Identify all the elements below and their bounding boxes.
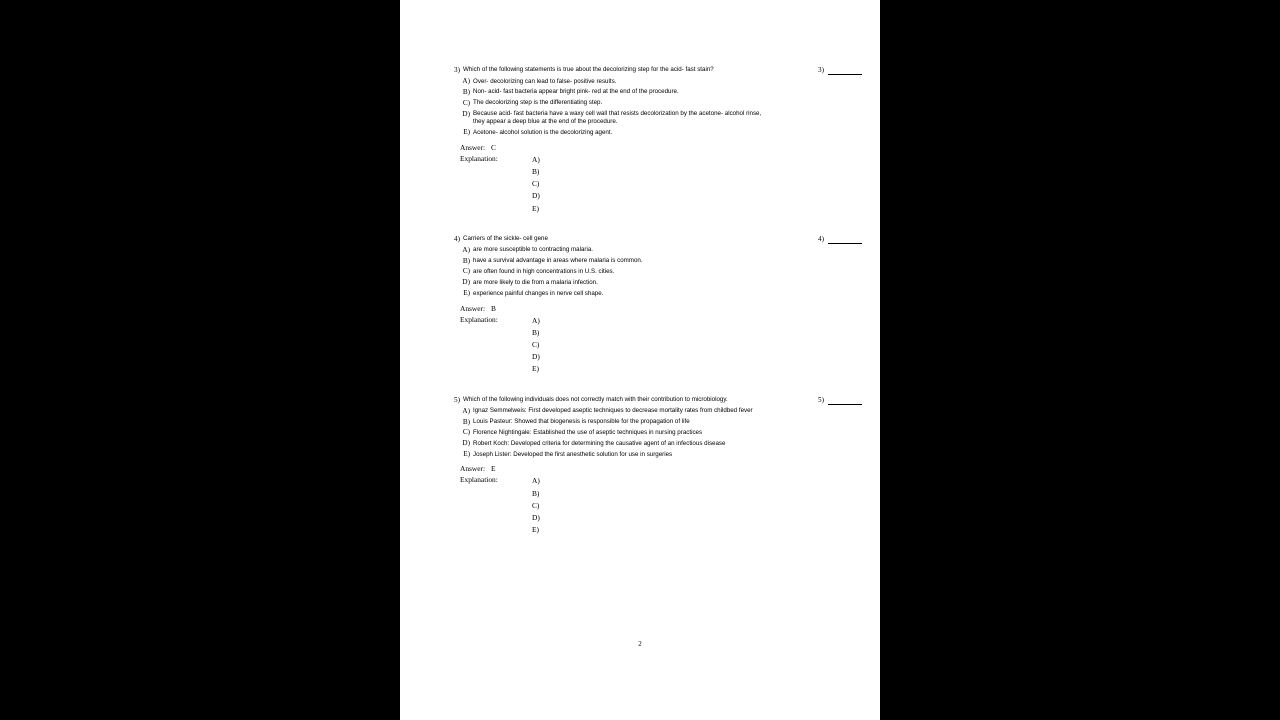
choice-text: are more likely to die from a malaria infection. <box>473 278 598 286</box>
list-item <box>442 77 880 86</box>
choice-letter: B) <box>462 87 470 96</box>
answer-value: E <box>491 464 496 474</box>
question-block <box>400 396 880 537</box>
choice-letter: A) <box>462 77 470 85</box>
explanation-list <box>532 475 540 536</box>
choice-letter: C) <box>462 428 470 437</box>
answer-blank-number: 3) <box>818 66 824 74</box>
explanation-item: E) <box>532 203 539 213</box>
choice-list <box>442 407 880 460</box>
list-item <box>442 439 880 448</box>
choice-text: are often found in high concentrations in U.S. cities. <box>473 267 615 275</box>
choice-list <box>442 77 880 138</box>
explanation-row <box>442 475 880 536</box>
answer-blank <box>818 396 862 405</box>
answer-row <box>442 464 880 473</box>
choice-letter: C) <box>462 98 470 107</box>
choice-text: The decolorizing step is the differentiating step. <box>473 99 603 107</box>
answer-blank-number: 5) <box>818 395 824 404</box>
choice-letter: D) <box>462 109 470 118</box>
choice-text: Ignaz Semmelweis: First developed aseptic techniques to decrease mortality rates from childbed fever <box>473 407 753 415</box>
choice-text: are more susceptible to contracting malaria. <box>473 246 594 254</box>
choice-letter: B) <box>462 417 470 426</box>
explanation-item: C) <box>532 339 540 349</box>
answer-blank-line <box>828 66 862 75</box>
explanation-row <box>442 154 880 215</box>
answer-blank <box>818 235 862 244</box>
answer-row <box>442 304 880 313</box>
question-number: 4) <box>454 234 460 243</box>
list-item <box>442 246 880 255</box>
document-page <box>400 0 880 720</box>
choice-text: Robert Koch: Developed criteria for determining the causative agent of an infectious disease <box>473 439 726 447</box>
explanation-label: Explanation: <box>460 475 498 485</box>
explanation-label: Explanation: <box>460 314 498 324</box>
answer-value: B <box>491 303 496 313</box>
choice-text: Over- decolorizing can lead to false- positive results. <box>473 77 617 85</box>
question-block <box>400 66 880 215</box>
choice-letter: E) <box>463 450 470 459</box>
answer-blank-line <box>828 396 862 405</box>
answer-blank <box>818 66 862 75</box>
block-spacer <box>400 376 880 396</box>
explanation-item: B) <box>532 166 540 176</box>
question-heading-row <box>442 235 880 244</box>
choice-text: Joseph Lister: Developed the first anesthetic solution for use in surgeries <box>473 450 673 458</box>
list-item <box>442 99 880 108</box>
choice-letter: B) <box>462 256 470 265</box>
explanation-row <box>442 315 880 376</box>
choice-text: Louis Pasteur: Showed that biogenesis is responsible for the propagation of life <box>473 418 690 425</box>
choice-letter: C) <box>462 267 470 276</box>
answer-row <box>442 143 880 152</box>
page-inner <box>400 0 880 720</box>
explanation-item: D) <box>532 191 540 201</box>
list-item <box>442 257 880 266</box>
choice-text: Florence Nightingale: Established the use of aseptic techniques in nursing practices <box>473 428 703 436</box>
list-item <box>442 110 880 127</box>
list-item <box>442 128 880 137</box>
list-item <box>442 407 880 416</box>
list-item <box>442 450 880 459</box>
choice-letter: A) <box>462 406 470 415</box>
choice-text: have a survival advantage in areas where malaria is common. <box>473 257 643 265</box>
choice-letter: A) <box>462 245 470 254</box>
choice-list <box>442 246 880 299</box>
answer-blank-number: 4) <box>818 234 824 243</box>
question-heading-row <box>442 66 880 75</box>
explanation-list <box>532 154 540 215</box>
choice-text: Non- acid- fast bacteria appear bright pink- red at the end of the procedure. <box>473 88 679 96</box>
choice-letter: E) <box>463 128 470 137</box>
explanation-item: C) <box>532 179 540 189</box>
answer-value: C <box>491 142 496 152</box>
list-item <box>442 428 880 437</box>
explanation-label: Explanation: <box>460 153 498 163</box>
question-block <box>400 235 880 376</box>
page-number: 2 <box>638 640 642 648</box>
page-content <box>400 66 880 537</box>
question-number: 5) <box>454 395 460 404</box>
explanation-item: E) <box>532 364 539 374</box>
list-item <box>442 88 880 97</box>
choice-text: experience painful changes in nerve cell shape. <box>473 289 604 297</box>
answer-label: Answer: <box>460 142 486 152</box>
question-number: 3) <box>454 66 460 74</box>
question-stem: Which of the following statements is true about the decolorizing step for the acid- fast stain? <box>463 66 714 73</box>
choice-text: Because acid- fast bacteria have a waxy cell wall that resists decolorization by the acetone- alcohol rinse, they appear a deep blue at the end of the procedure. <box>473 110 762 126</box>
explanation-item: D) <box>532 513 540 523</box>
answer-blank-line <box>828 235 862 244</box>
choice-letter: D) <box>462 278 470 287</box>
choice-letter: D) <box>462 439 470 448</box>
explanation-item: A) <box>532 315 540 325</box>
explanation-item: E) <box>532 525 539 535</box>
explanation-item: D) <box>532 352 540 362</box>
choice-letter: E) <box>463 289 470 298</box>
explanation-item: C) <box>532 500 540 510</box>
explanation-item: A) <box>532 476 540 486</box>
explanation-item: B) <box>532 488 540 498</box>
explanation-list <box>532 315 540 376</box>
question-stem: Which of the following individuals does not correctly match with their contribution to microbiology. <box>463 395 728 403</box>
block-spacer <box>400 215 880 235</box>
list-item <box>442 267 880 276</box>
question-heading-row <box>442 396 880 405</box>
question-stem: Carriers of the sickle- cell gene <box>463 234 548 242</box>
answer-label: Answer: <box>460 464 486 474</box>
choice-text: Acetone- alcohol solution is the decolorizing agent. <box>473 128 613 136</box>
list-item <box>442 418 880 427</box>
list-item <box>442 278 880 287</box>
answer-label: Answer: <box>460 303 486 313</box>
list-item <box>442 289 880 298</box>
explanation-item: B) <box>532 327 540 337</box>
explanation-item: A) <box>532 154 540 164</box>
